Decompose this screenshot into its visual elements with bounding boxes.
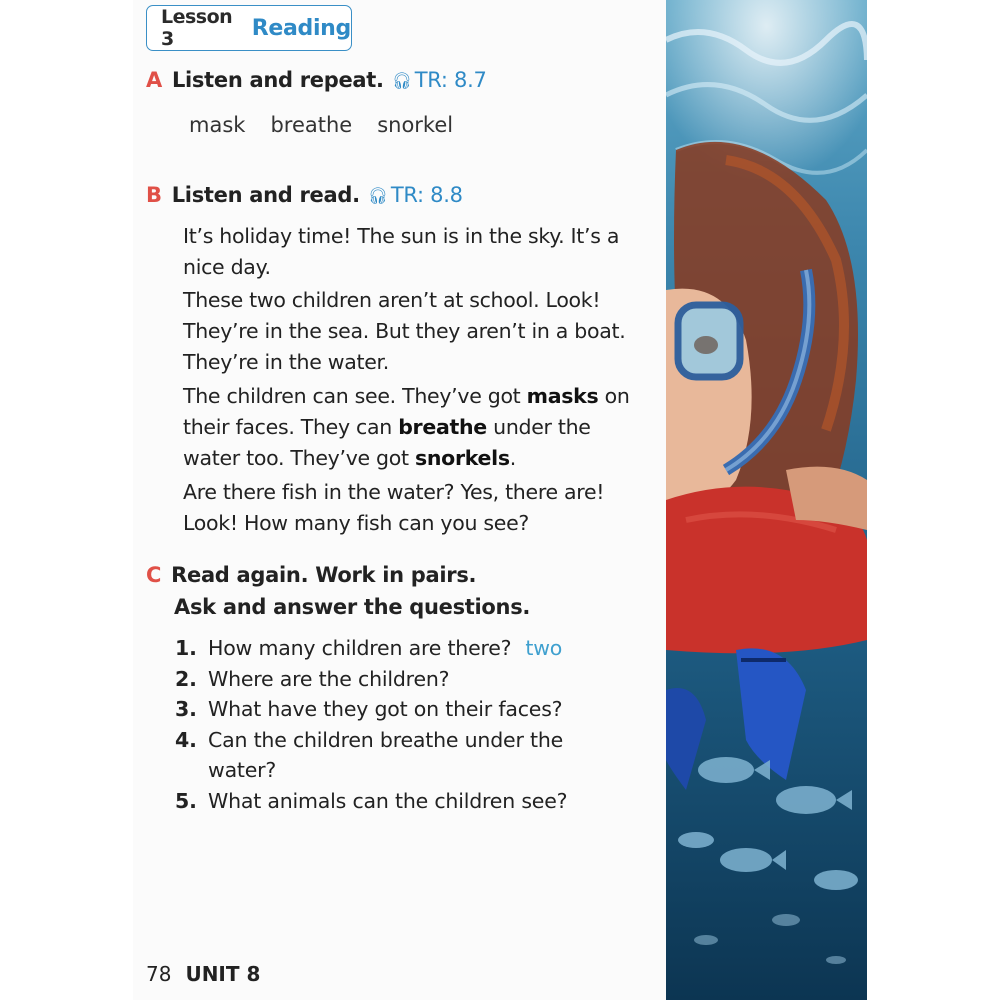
keyword-breathe: breathe	[398, 415, 487, 439]
question-number: 4.	[175, 727, 197, 752]
section-b-heading	[146, 183, 463, 207]
text-run: under the water too. They’ve got	[183, 415, 591, 470]
page-margin	[867, 0, 1000, 1000]
question-list	[175, 633, 608, 816]
paragraph-text: These two children aren’t at school. Look! They’re in the sea. But they aren’t in a boat. They’re in the water.	[183, 288, 626, 374]
question-number: 1.	[175, 636, 197, 660]
text-run: The children can see. They’ve got	[183, 384, 527, 408]
underwater-illustration	[666, 0, 867, 1000]
vocabulary-words	[189, 113, 453, 137]
section-a-title: Listen and repeat.	[171, 68, 384, 92]
section-c-subheading	[174, 595, 530, 619]
keyword-masks: masks	[526, 384, 599, 408]
question-number: 2.	[175, 666, 197, 691]
section-a-heading	[146, 68, 487, 92]
page-footer	[146, 962, 260, 986]
lesson-name: Reading	[251, 15, 351, 41]
paragraph-text: Are there fish in the water? Yes, there are! Look! How many fish can you see?	[183, 480, 605, 535]
question-number: 3.	[175, 697, 197, 721]
section-c-heading	[146, 563, 476, 587]
question-number: 5.	[175, 788, 197, 813]
text-run: on their faces. They can	[183, 384, 630, 439]
question-item	[175, 786, 608, 817]
question-item	[175, 725, 608, 786]
reading-paragraph-2	[183, 285, 633, 378]
section-b-track[interactable]	[368, 183, 463, 207]
section-c-title-2: Ask and answer the questions.	[174, 595, 531, 619]
question-text: What have they got on their faces?	[208, 697, 563, 721]
vocab-word: snorkel	[377, 113, 454, 137]
reading-paragraph-3	[183, 381, 633, 474]
vocab-word: breathe	[270, 113, 353, 137]
question-text: How many children are there?	[208, 636, 512, 660]
headphones-icon: 🎧︎	[367, 186, 388, 205]
section-b-letter: B	[146, 183, 162, 207]
snorkeler-photo	[666, 0, 867, 1000]
question-item	[175, 694, 608, 725]
question-text: What animals can the children see?	[208, 788, 568, 813]
section-c-letter: C	[146, 563, 162, 587]
section-c-title-1: Read again. Work in pairs.	[171, 563, 477, 587]
question-item	[175, 664, 608, 695]
section-a-track-label: TR: 8.7	[414, 68, 487, 92]
question-text: Can the children breathe under the water?	[208, 727, 564, 782]
lesson-label: Lesson 3	[161, 6, 233, 50]
unit-label: UNIT 8	[185, 962, 261, 986]
section-b-track-label: TR: 8.8	[390, 183, 463, 207]
vocab-word: mask	[189, 113, 246, 137]
lesson-tag	[146, 5, 352, 51]
section-b-title: Listen and read.	[171, 183, 360, 207]
question-item	[175, 633, 608, 664]
text-run: .	[509, 446, 516, 470]
paragraph-text	[183, 381, 633, 474]
reading-paragraph-1	[183, 221, 633, 283]
keyword-snorkels: snorkels	[414, 446, 510, 470]
headphones-icon: 🎧︎	[391, 71, 412, 90]
page-number: 78	[146, 962, 172, 986]
section-a-track[interactable]	[392, 68, 487, 92]
question-text: Where are the children?	[208, 666, 450, 691]
reading-paragraph-4	[183, 477, 633, 539]
section-a-letter: A	[146, 68, 162, 92]
example-answer: two	[525, 636, 563, 660]
paragraph-text: It’s holiday time! The sun is in the sky. It’s a nice day.	[183, 224, 620, 279]
